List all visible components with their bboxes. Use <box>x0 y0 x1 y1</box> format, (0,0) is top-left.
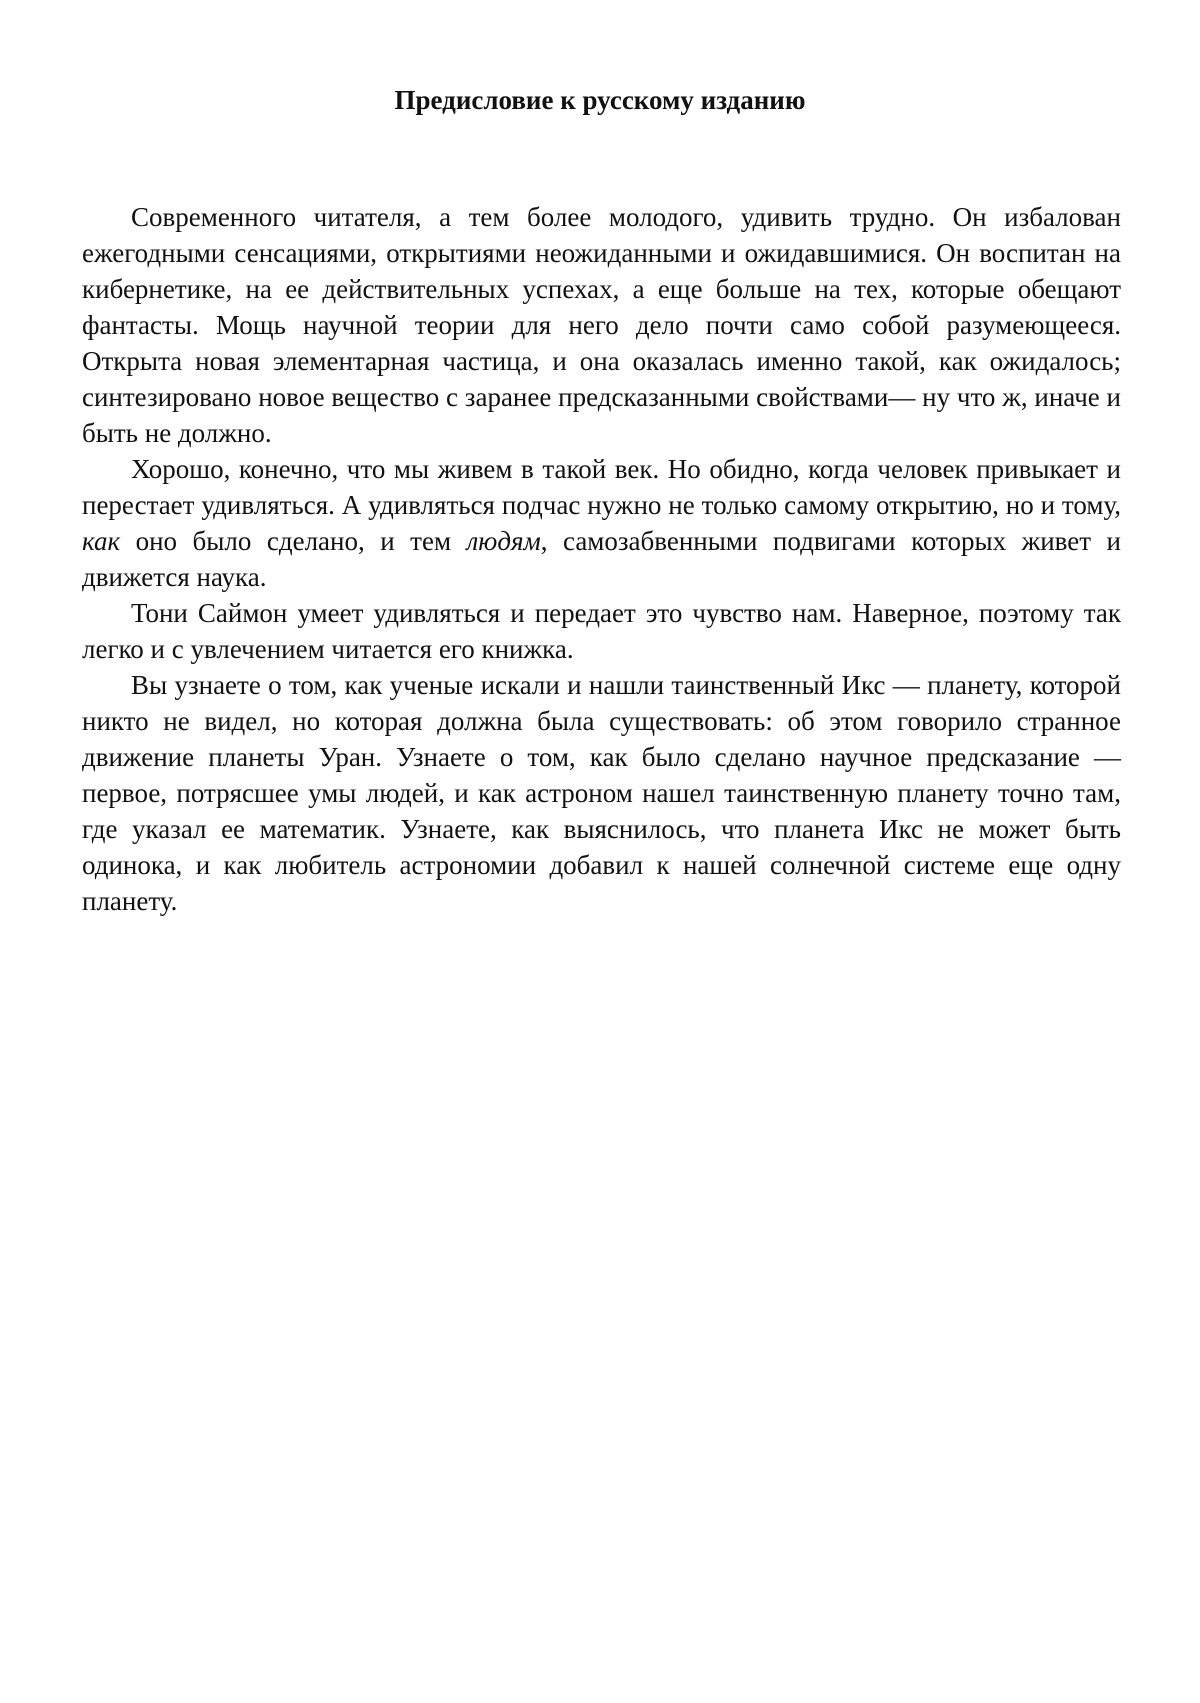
document-body <box>82 199 1121 919</box>
paragraph-2-part-3: , самозабвенными подвигами которых живет и движется наука. <box>82 526 1121 592</box>
paragraph-2-part-2: оно было сделано, и тем <box>120 526 467 556</box>
paragraph-3: Тони Саймон умеет удивляться и передает это чувство нам. Наверное, поэтому так легко и с увлечением читается его книжка. <box>82 598 1121 664</box>
emphasis-kak: как <box>82 526 121 556</box>
page-title: Предисловие к русскому изданию <box>394 85 806 115</box>
paragraph-1: Современного читателя, а тем более молодого, удивить трудно. Он избалован ежегодными сенсациями, открытиями неожиданными и ожидавшимися. Он воспитан на кибернетике, на ее действительных успехах, а еще больше на тех, которые обещают фантасты. Мощь научной теории для него дело почти само собой разумеющееся. Открыта новая элементарная частица, и она оказалась именно такой, как ожидалось; синтезировано новое вещество с заранее предсказанными свойствами— ну что ж, иначе и быть не должно. <box>82 202 1121 448</box>
paragraph-2-part-1: Хорошо, конечно, что мы живем в такой век. Но обидно, когда человек привыкает и перестает удивляться. А удивляться подчас нужно не только самому открытию, но и тому, <box>82 454 1121 520</box>
emphasis-lyudyam: людям <box>466 526 541 556</box>
paragraph-2 <box>82 451 1121 595</box>
paragraph-4: Вы узнаете о том, как ученые искали и нашли таинственный Икс — планету, которой никто не видел, но которая должна была существовать: об этом говорило странное движение планеты Уран. Узнаете о том, как было сделано научное предсказание — первое, потрясшее умы людей, и как астроном нашел таинственную планету точно там, где указал ее математик. Узнаете, как выяснилось, что планета Икс не может быть одинока, и как любитель астрономии добавил к нашей солнечной системе еще одну планету. <box>82 670 1121 916</box>
